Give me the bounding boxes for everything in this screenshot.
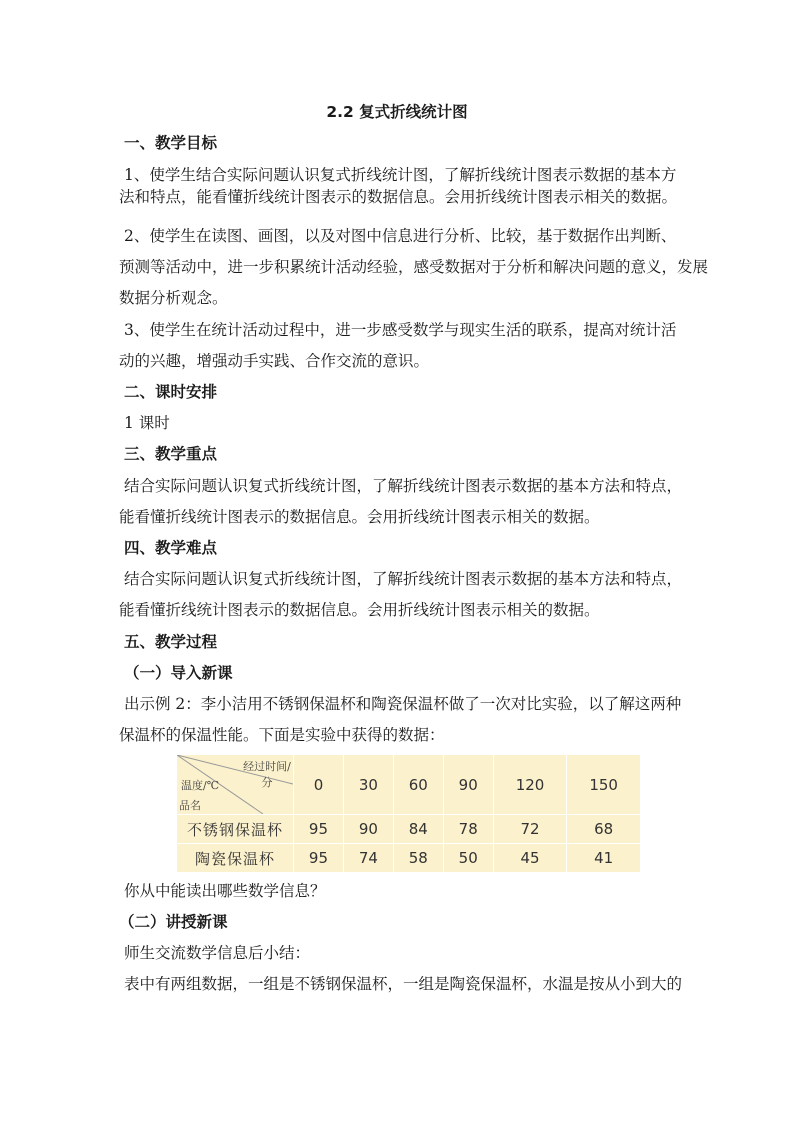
- table-cell: 45: [493, 844, 567, 873]
- table-header-cell: 150: [567, 755, 641, 815]
- text-line: 保温杯的保温性能。下面是实验中获得的数据：: [119, 726, 445, 744]
- goal-paragraph-2: [119, 225, 714, 309]
- subheading-new-lesson: （二）讲授新课: [119, 913, 228, 931]
- table-header-cell: 120: [493, 755, 567, 815]
- text-line: 预测等活动中，进一步积累统计活动经验，感受数据对于分析和解决问题的意义，发展: [119, 258, 709, 276]
- subheading-intro: （一）导入新课: [124, 664, 233, 682]
- goal-paragraph-1: [119, 164, 714, 208]
- table-cell: 84: [393, 815, 443, 844]
- table-cell: 41: [567, 844, 641, 873]
- text-line: 动的兴趣，增强动手实践、合作交流的意识。: [119, 352, 430, 370]
- table-cell: 90: [343, 815, 393, 844]
- table-header-cell: 0: [294, 755, 344, 815]
- text-line: 你从中能读出哪些数学信息？: [124, 882, 326, 900]
- diagonal-header: [177, 755, 293, 814]
- goal-paragraph-3: [119, 319, 714, 372]
- table-row-label: 陶瓷保温杯: [177, 844, 294, 873]
- heading-teaching-goals: 一、教学目标: [124, 134, 218, 152]
- table-row: [177, 815, 641, 844]
- intro-paragraph: [119, 693, 714, 746]
- table-row: [177, 844, 641, 873]
- question-text: [124, 880, 714, 902]
- summary-paragraph: [124, 973, 714, 995]
- text-line: 3、使学生在统计活动过程中，进一步感受数学与现实生活的联系，提高对统计活: [124, 321, 677, 339]
- temperature-data-table: [176, 754, 641, 873]
- corner-label-time: 经过时间/分: [243, 760, 291, 789]
- corner-label-name: 品名: [179, 799, 201, 812]
- text-line: 法和特点，能看懂折线统计图表示的数据信息。会用折线统计图表示相关的数据。: [119, 188, 678, 206]
- heading-difficulties: 四、教学难点: [124, 539, 218, 557]
- page-title: 2.2 复式折线统计图: [326, 103, 468, 121]
- text-line: 出示例 2：李小洁用不锈钢保温杯和陶瓷保温杯做了一次对比实验，以了解这两种: [124, 695, 682, 713]
- table-cell: 50: [443, 844, 493, 873]
- text-line: 能看懂折线统计图表示的数据信息。会用折线统计图表示相关的数据。: [119, 508, 600, 526]
- table-cell: 72: [493, 815, 567, 844]
- table-header-cell: 30: [343, 755, 393, 815]
- text-line: 能看懂折线统计图表示的数据信息。会用折线统计图表示相关的数据。: [119, 601, 600, 619]
- table-cell: 95: [294, 815, 344, 844]
- table-header-cell: 90: [443, 755, 493, 815]
- text-line: 结合实际问题认识复式折线统计图，了解折线统计图表示数据的基本方法和特点，: [124, 570, 683, 588]
- heading-schedule: 二、课时安排: [124, 383, 218, 401]
- table-header-row: [177, 755, 641, 815]
- text-line: 表中有两组数据，一组是不锈钢保温杯，一组是陶瓷保温杯，水温是按从小到大的: [124, 975, 683, 993]
- table-cell: 68: [567, 815, 641, 844]
- table-header-cell: 60: [393, 755, 443, 815]
- text-line: 结合实际问题认识复式折线统计图，了解折线统计图表示数据的基本方法和特点，: [124, 477, 683, 495]
- summary-intro: [124, 942, 714, 964]
- table-cell: 95: [294, 844, 344, 873]
- table-cell: 58: [393, 844, 443, 873]
- heading-process: 五、教学过程: [124, 633, 218, 651]
- corner-label-temperature: 温度/℃: [181, 779, 220, 792]
- text-line: 1 课时: [124, 414, 170, 432]
- table-corner-cell: [177, 755, 294, 815]
- text-line: 师生交流数学信息后小结：: [124, 944, 311, 962]
- text-line: 数据分析观念。: [119, 289, 228, 307]
- table-cell: 74: [343, 844, 393, 873]
- key-points-paragraph: [119, 475, 714, 528]
- difficulties-paragraph: [119, 568, 714, 621]
- heading-key-points: 三、教学重点: [124, 445, 218, 463]
- table-cell: 78: [443, 815, 493, 844]
- text-line: 2、使学生在读图、画图，以及对图中信息进行分析、比较，基于数据作出判断、: [124, 227, 677, 245]
- table-row-label: 不锈钢保温杯: [177, 815, 294, 844]
- schedule-text: [124, 412, 714, 434]
- text-line: 1、使学生结合实际问题认识复式折线统计图，了解折线统计图表示数据的基本方: [124, 166, 677, 184]
